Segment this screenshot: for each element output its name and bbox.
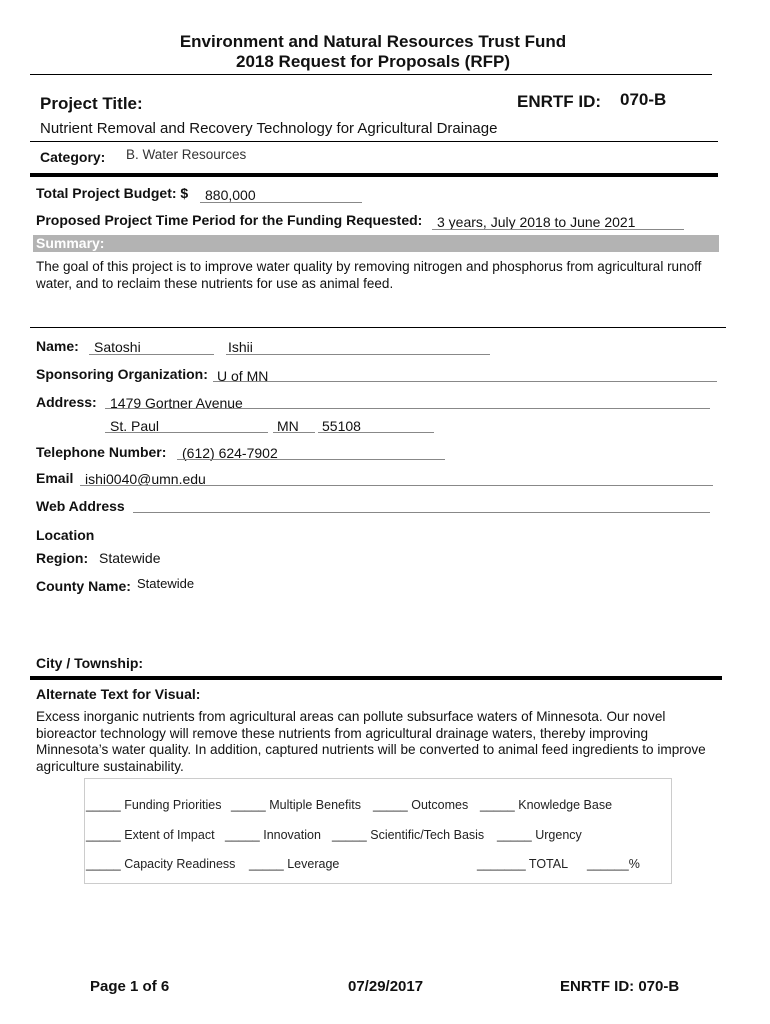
address-label: Address:	[36, 394, 97, 410]
score-multiple-benefits[interactable]: _____ Multiple Benefits	[231, 798, 361, 812]
document-subtitle: 2018 Request for Proposals (RFP)	[236, 52, 510, 71]
footer-date: 07/29/2017	[348, 978, 424, 995]
phone-value[interactable]: (612) 624-7902	[182, 445, 278, 461]
region-label: Region:	[36, 550, 89, 566]
county-label: County Name:	[36, 578, 131, 594]
score-total[interactable]: _______ TOTAL	[477, 857, 569, 871]
location-heading: Location	[36, 527, 95, 543]
score-percent[interactable]: ______%	[587, 857, 640, 871]
state-underline	[273, 432, 315, 433]
score-scientific-tech-basis[interactable]: _____ Scientific/Tech Basis	[332, 828, 485, 842]
score-leverage[interactable]: _____ Leverage	[249, 857, 340, 871]
city-value[interactable]: St. Paul	[110, 418, 160, 434]
city-township-label: City / Township:	[36, 655, 144, 671]
summary-label: Summary:	[36, 235, 105, 251]
enrtf-id-value: 070-B	[620, 90, 667, 109]
time-period-label: Proposed Project Time Period for the Funding Requested:	[36, 212, 423, 228]
email-underline	[80, 485, 713, 486]
project-title-value[interactable]: Nutrient Removal and Recovery Technology for Agricultural Drainage	[40, 120, 498, 137]
zip-underline	[318, 432, 434, 433]
last-name-value[interactable]: Ishii	[228, 339, 253, 355]
score-innovation[interactable]: _____ Innovation	[225, 828, 321, 842]
email-value[interactable]: ishi0040@umn.edu	[85, 471, 206, 487]
project-title-label: Project Title:	[40, 94, 143, 113]
document-title: Environment and Natural Resources Trust Fund	[179, 32, 567, 51]
category-value[interactable]: B. Water Resources	[126, 147, 247, 162]
score-knowledge-base[interactable]: _____ Knowledge Base	[480, 798, 613, 812]
score-outcomes[interactable]: _____ Outcomes	[373, 798, 469, 812]
score-urgency[interactable]: _____ Urgency	[497, 828, 582, 842]
last-name-underline	[226, 354, 490, 355]
phone-label: Telephone Number:	[36, 444, 167, 460]
web-address-label: Web Address	[36, 498, 125, 514]
budget-label: Total Project Budget: $	[36, 185, 189, 201]
street-underline	[105, 408, 710, 409]
first-name-value[interactable]: Satoshi	[94, 339, 141, 355]
county-value[interactable]: Statewide	[137, 576, 195, 591]
project-title-rule	[30, 141, 718, 142]
region-value[interactable]: Statewide	[99, 550, 161, 566]
web-address-underline	[133, 512, 710, 513]
section-divider-bottom	[30, 676, 722, 680]
street-value[interactable]: 1479 Gortner Avenue	[110, 395, 243, 411]
zip-value[interactable]: 55108	[322, 418, 361, 434]
section-divider-top	[30, 173, 718, 177]
enrtf-id-label: ENRTF ID:	[517, 92, 602, 111]
name-label: Name:	[36, 338, 79, 354]
time-period-underline	[432, 229, 684, 230]
org-label: Sponsoring Organization:	[36, 366, 208, 382]
footer-page-number: Page 1 of 6	[90, 978, 170, 995]
score-capacity-readiness[interactable]: _____ Capacity Readiness	[86, 857, 236, 871]
state-value[interactable]: MN	[277, 418, 299, 434]
time-period-value[interactable]: 3 years, July 2018 to June 2021	[437, 214, 636, 230]
alt-text-label: Alternate Text for Visual:	[36, 686, 201, 702]
score-extent-of-impact[interactable]: _____ Extent of Impact	[86, 828, 215, 842]
summary-text[interactable]: The goal of this project is to improve water quality by removing nitrogen and phosphorus from agricultural runoff water, and to reclaim these nutrients for use as animal feed.	[36, 259, 702, 291]
email-label: Email	[36, 470, 74, 486]
city-underline	[105, 432, 268, 433]
score-funding-priorities[interactable]: _____ Funding Priorities	[86, 798, 222, 812]
header-rule	[30, 74, 712, 75]
org-underline	[213, 381, 717, 382]
summary-bar	[33, 235, 719, 252]
budget-value[interactable]: 880,000	[205, 187, 256, 203]
alt-text-body[interactable]: Excess inorganic nutrients from agricultural areas can pollute subsurface waters of Minnesota. Our novel bioreactor technology will remove these nutrients from agricultural drainage waters, thereby improving Minnesota’s water quality. In addition, captured nutrients will be converted to animal feed ingredients to improve agriculture sustainability.	[36, 709, 706, 774]
phone-underline	[177, 459, 445, 460]
summary-rule	[30, 327, 726, 328]
first-name-underline	[89, 354, 214, 355]
footer-enrtf-id: ENRTF ID: 070-B	[560, 978, 680, 995]
category-label: Category:	[40, 149, 106, 165]
org-value[interactable]: U of MN	[217, 368, 269, 384]
budget-underline	[200, 202, 362, 203]
